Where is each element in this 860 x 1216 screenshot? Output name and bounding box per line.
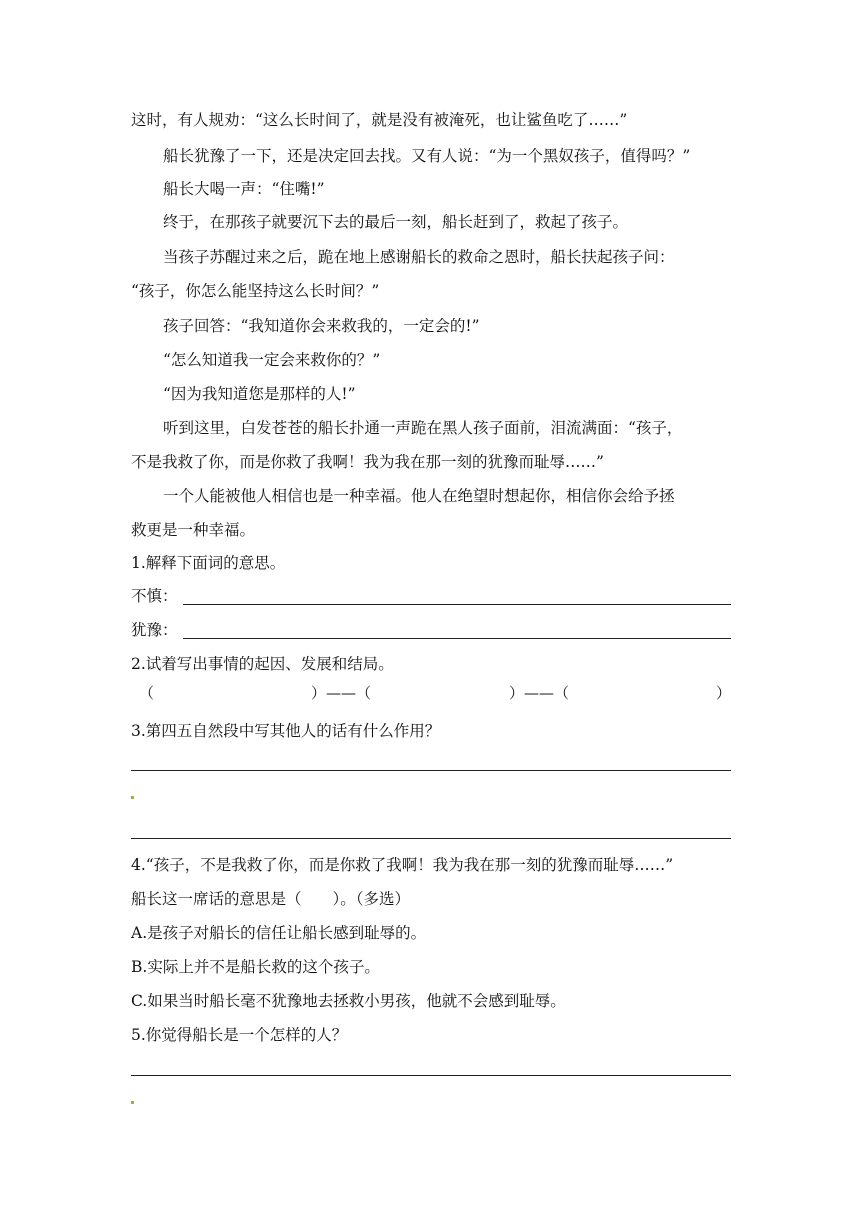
question-3: 3.第四五自然段中写其他人的话有什么作用？ bbox=[131, 722, 441, 740]
question-4-line-1: 4.“孩子，不是我救了你，而是你救了我啊！我为我在那一刻的犹豫而耻辱……” bbox=[131, 856, 674, 874]
story-paragraph-3: 船长大喝一声：“住嘴!” bbox=[163, 180, 325, 198]
story-paragraph-1: 这时，有人规劝：“这么长时间了，就是没有被淹死，也让鲨鱼吃了……” bbox=[131, 111, 628, 129]
option-b[interactable]: B.实际上并不是船长救的这个孩子。 bbox=[131, 958, 380, 976]
question-2: 2.试着写出事情的起因、发展和结局。 bbox=[131, 655, 394, 673]
question-5: 5.你觉得船长是一个怎样的人？ bbox=[131, 1026, 348, 1044]
story-paragraph-6: 孩子回答：“我知道你会来救我的，一定会的!” bbox=[163, 317, 480, 335]
story-paragraph-8: “因为我知道您是那样的人!” bbox=[163, 385, 356, 403]
story-paragraph-9-line-1: 听到这里，白发苍苍的船长扑通一声跪在黑人孩子面前，泪流满面：“孩子， bbox=[163, 419, 683, 437]
story-paragraph-4: 终于，在那孩子就要沉下去的最后一刻，船长赶到了，救起了孩子。 bbox=[163, 213, 629, 231]
question-4-line-2: 船长这一席话的意思是（ ）。（多选） bbox=[131, 890, 411, 908]
answer-blank-word-1[interactable] bbox=[183, 604, 731, 605]
story-paragraph-7: “怎么知道我一定会来救你的？” bbox=[163, 351, 381, 369]
story-paragraph-5-line-1: 当孩子苏醒过来之后，跪在地上感谢船长的救命之恩时，船长扶起孩子问： bbox=[163, 248, 675, 266]
answer-line-q3-2[interactable] bbox=[131, 838, 731, 839]
story-paragraph-9-line-2: 不是我救了你，而是你救了我啊！我为我在那一刻的犹豫而耻辱……” bbox=[131, 453, 604, 471]
cause-development-result-blanks[interactable] bbox=[131, 683, 731, 703]
story-paragraph-10-line-2: 救更是一种幸福。 bbox=[131, 521, 256, 539]
answer-row-word-2 bbox=[131, 620, 731, 640]
story-paragraph-10-line-1: 一个人能被他人相信也是一种幸福。他人在绝望时想起你，相信你会给予拯 bbox=[163, 487, 675, 505]
result-separator: ）——（ bbox=[509, 684, 570, 702]
green-dot-mark bbox=[131, 796, 134, 799]
option-c[interactable]: C.如果当时船长毫不犹豫地去拯救小男孩，他就不会感到耻辱。 bbox=[131, 992, 566, 1010]
answer-line-q3-1[interactable] bbox=[131, 770, 731, 771]
word-1-label: 不慎： bbox=[131, 587, 178, 605]
word-2-label: 犹豫： bbox=[131, 621, 178, 639]
answer-line-q5[interactable] bbox=[131, 1075, 731, 1076]
question-1: 1.解释下面词的意思。 bbox=[131, 554, 286, 572]
story-paragraph-2: 船长犹豫了一下，还是决定回去找。又有人说：“为一个黑奴孩子，值得吗？” bbox=[163, 147, 691, 165]
cause-open-paren: （ bbox=[139, 684, 155, 702]
story-paragraph-5-line-2: “孩子，你怎么能坚持这么长时间？” bbox=[131, 282, 380, 300]
option-a[interactable]: A.是孩子对船长的信任让船长感到耻辱的。 bbox=[131, 924, 427, 942]
result-close-paren: ） bbox=[716, 684, 732, 702]
development-separator: ）——（ bbox=[311, 684, 372, 702]
green-dot-mark-2 bbox=[131, 1101, 134, 1104]
answer-row-word-1 bbox=[131, 586, 731, 606]
answer-blank-word-2[interactable] bbox=[183, 638, 731, 639]
